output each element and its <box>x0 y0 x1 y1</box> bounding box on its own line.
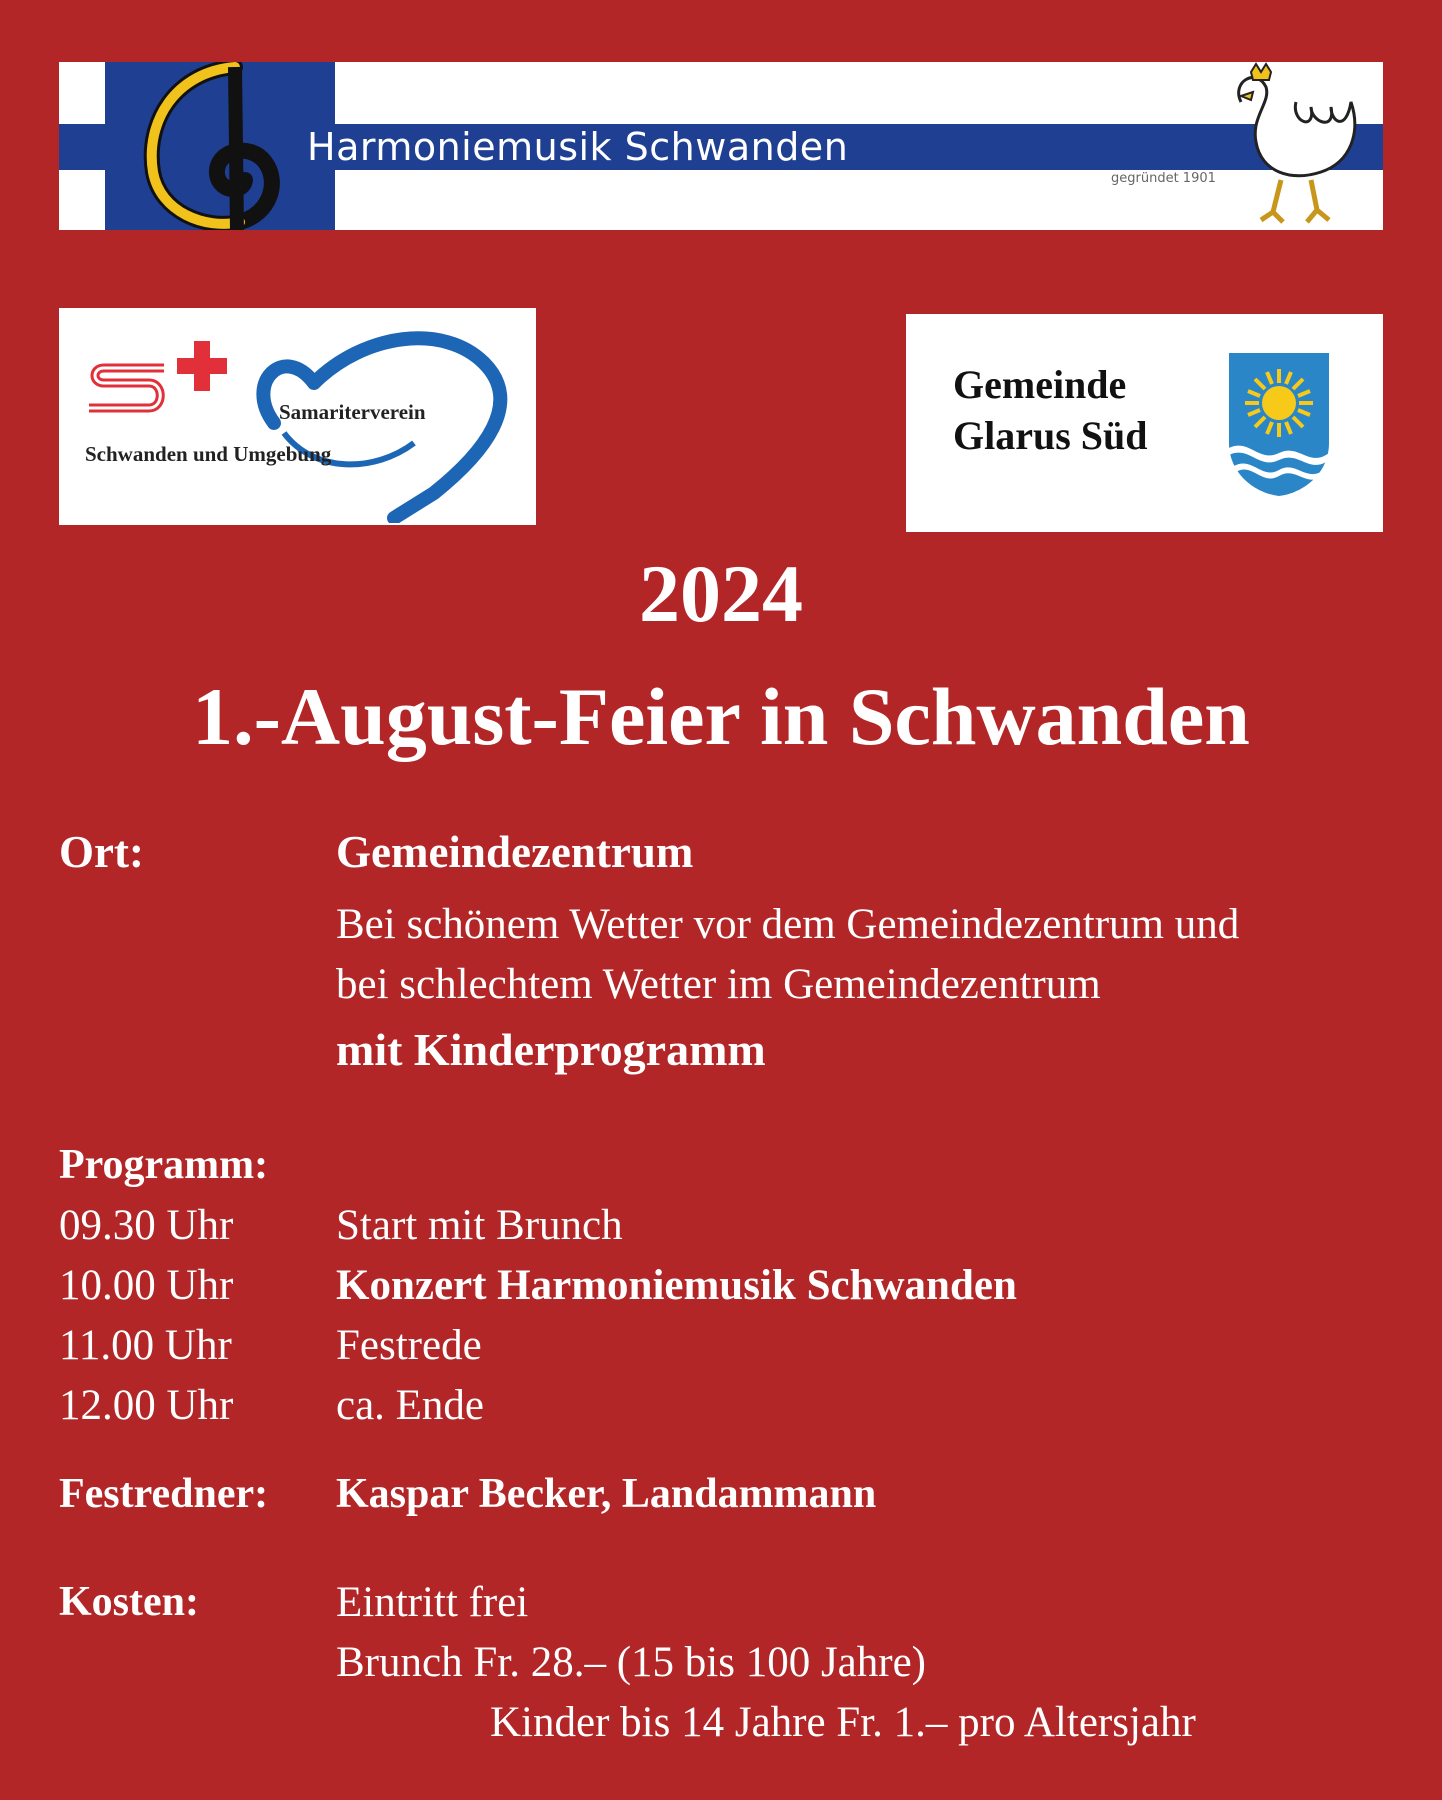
samariter-line2: Schwanden und Umgebung <box>85 442 332 466</box>
programm-time-1: 09.30 Uhr <box>59 1202 234 1249</box>
kosten-line1: Eintritt frei <box>336 1579 529 1626</box>
kosten-line2: Brunch Fr. 28.– (15 bis 100 Jahre) <box>336 1639 926 1686</box>
programm-text-4: ca. Ende <box>336 1382 485 1429</box>
programm-time-2: 10.00 Uhr <box>59 1262 234 1309</box>
ort-label: Ort: <box>59 827 144 877</box>
s-plus-logo-icon <box>84 333 244 423</box>
gemeinde-line2: Glarus Süd <box>953 413 1148 458</box>
gemeinde-logo <box>906 314 1383 532</box>
programm-text-2: Konzert Harmoniemusik Schwanden <box>336 1262 1017 1309</box>
festredner-value: Kaspar Becker, Landammann <box>336 1471 877 1517</box>
swan-crest-icon <box>1211 62 1371 230</box>
programm-time-3: 11.00 Uhr <box>59 1322 232 1369</box>
programm-label: Programm: <box>59 1142 269 1188</box>
programm-time-4: 12.00 Uhr <box>59 1382 234 1429</box>
harmoniemusik-banner <box>59 62 1383 230</box>
ort-place: Gemeindezentrum <box>336 827 694 877</box>
ort-line2: bei schlechtem Wetter im Gemeindezentrum <box>336 961 1101 1008</box>
festredner-label: Festredner: <box>59 1471 269 1517</box>
samariterverein-logo <box>59 308 536 525</box>
banner-founded: gegründet 1901 <box>1111 171 1216 186</box>
sun-crest-icon <box>1224 348 1334 498</box>
samariter-line1: Samariterverein <box>279 400 426 424</box>
banner-name: Harmoniemusik Schwanden <box>307 125 849 169</box>
ort-line1: Bei schönem Wetter vor dem Gemeindezentrum und <box>336 901 1240 948</box>
event-year: 2024 <box>639 548 803 639</box>
treble-clef-icon <box>105 62 335 230</box>
gemeinde-name <box>953 359 1213 461</box>
ort-extra: mit Kinderprogramm <box>336 1024 766 1075</box>
gemeinde-line1: Gemeinde <box>953 362 1127 407</box>
programm-text-1: Start mit Brunch <box>336 1202 623 1249</box>
programm-text-3: Festrede <box>336 1322 482 1369</box>
kosten-line3: Kinder bis 14 Jahre Fr. 1.– pro Altersjahr <box>490 1699 1196 1746</box>
event-title: 1.-August-Feier in Schwanden <box>192 671 1250 762</box>
kosten-label: Kosten: <box>59 1579 199 1625</box>
